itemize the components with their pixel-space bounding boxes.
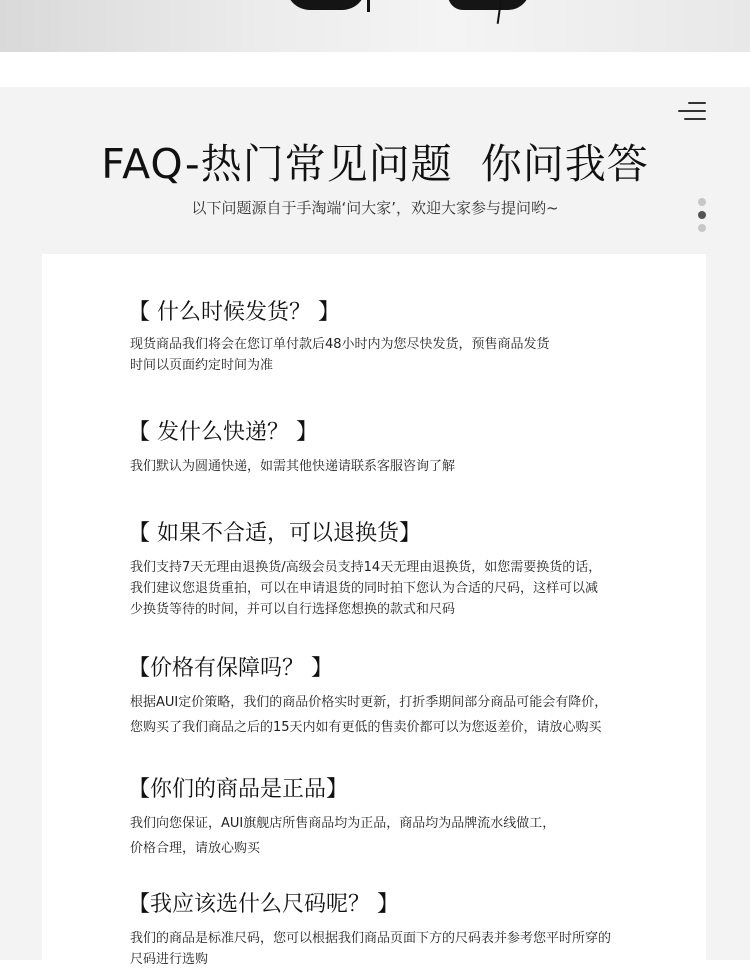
faq-answer-line: 时间以页面约定时间为准 [130,358,274,373]
faq-answer-line: 现货商品我们将会在您订单付款后48小时内为您尽快发货，预售商品发货 [130,337,550,352]
shoe-heel-image [367,0,370,12]
faq-answer [130,334,666,376]
faq-question: 【我应该选什么尺码呢？ 】 [128,892,399,917]
faq-answer-line: 我们向您保证，AUI旗舰店所售商品均为正品，商品均为品牌流水线做工， [130,816,556,831]
faq-question: 【 如果不合适，可以退换货】 [128,521,421,546]
menu-lines-icon[interactable] [678,102,706,120]
faq-answer-line: 少换货等待的时间，并可以自行选择您想换的款式和尺码 [130,602,456,617]
faq-answer-line: 价格合理，请放心购买 [130,841,261,856]
faq-question: 【 发什么快递？ 】 [128,420,318,445]
faq-item [86,298,666,376]
shoe-right-image [448,0,530,10]
faq-question: 【 什么时候发货？ 】 [128,300,340,325]
faq-answer [130,928,666,970]
faq-item [86,418,666,477]
hero-product-image [0,0,750,52]
pager-dot[interactable] [698,211,706,219]
pager-dot[interactable] [698,198,706,206]
faq-item [86,775,666,859]
shoe-left-image [286,0,366,10]
faq-question: 【你们的商品是正品】 [128,777,349,802]
page-title: FAQ-热门常见问题 你问我答 [101,140,649,188]
faq-answer-line: 我们默认为圆通快递，如需其他快递请联系客服咨询了解 [130,459,456,474]
faq-item [86,519,666,620]
faq-question: 【价格有保障吗？ 】 [128,656,333,681]
faq-answer [130,692,666,738]
faq-answer [130,456,666,477]
faq-answer-line: 我们支持7天无理由退换货/高级会员支持14天无理由退换货，如您需要换货的话， [130,560,602,575]
pager-dots-icon[interactable] [697,198,707,234]
faq-answer [130,813,666,859]
faq-answer-line: 尺码进行选购 [130,952,209,967]
faq-answer-line: 我们的商品是标准尺码，您可以根据我们商品页面下方的尺码表并参考您平时所穿的 [130,931,612,946]
page-subtitle: 以下问题源自于手淘端‘问大家’，欢迎大家参与提问哟~ [191,199,559,217]
faq-answer-line: 您购买了我们商品之后的15天内如有更低的售卖价都可以为您返差价，请放心购买 [130,720,602,735]
faq-item [86,890,666,970]
pager-dot[interactable] [698,224,706,232]
faq-item [86,654,666,738]
faq-answer-line: 根据AUI定价策略，我们的商品价格实时更新，打折季期间部分商品可能会有降价， [130,695,608,710]
faq-answer [130,557,666,620]
faq-answer-line: 我们建议您退货重拍，可以在申请退货的同时拍下您认为合适的尺码，这样可以减 [130,581,599,596]
